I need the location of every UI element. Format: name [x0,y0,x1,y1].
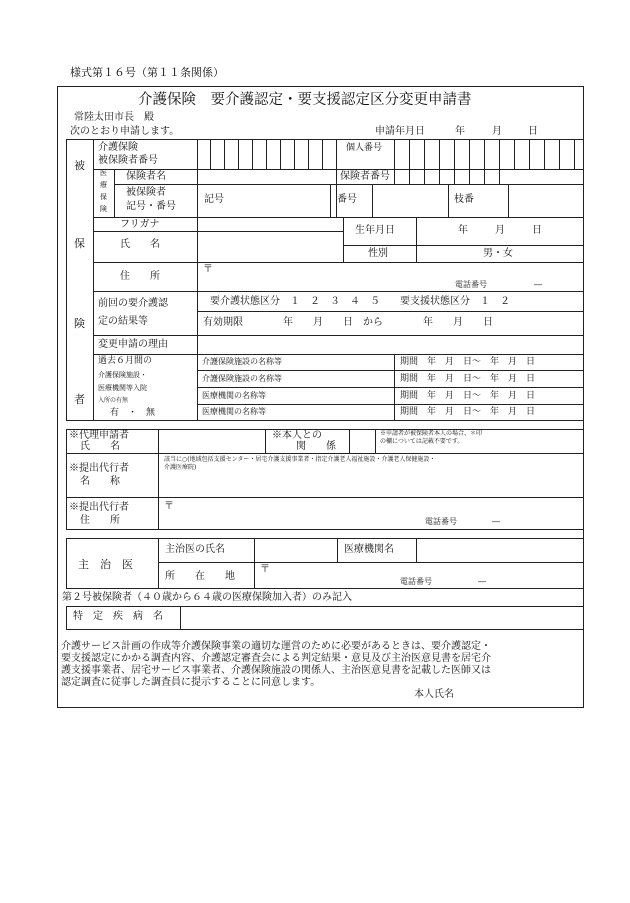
proxy-note-1: ※申請者が被保険者本人の場合、＊印 [380,430,483,437]
insurance-number-label-1: 介護保険 [98,142,138,153]
history-label-4: 入所の有無 [98,397,129,404]
facility-row-name: 介護保険施設の名称等 [202,357,282,366]
facility-row-name: 医療機関の名称等 [202,391,266,400]
insured-section-label-1: 被 [74,159,85,172]
disease-label: 特 定 疾 病 名 [73,611,163,622]
branch-label: 枝番 [454,194,474,205]
consent-line: 要支援認定にかかる調査内容、介護認定審査会による判定結果・意見及び主治医意見書を居宅介 [61,653,491,664]
doctor-postal-mark: 〒 [260,564,270,575]
sex-label: 性別 [368,248,388,259]
birth-year: 年 [458,225,468,236]
doctor-phone-label: 電話番号 [400,577,432,586]
address-label: 住 所 [120,271,160,282]
consent-line: 護支援事業者、居宅サービス事業者、介護保険施設の関係人、主治医意見書を記載した医師又は [61,665,491,676]
consent-line: 認定調査に従事した調査員に提示することに同意します。 [61,677,321,688]
proxy-note-2: の欄については記載不要です。 [380,438,464,445]
insurer-number-label: 保険者番号 [340,171,390,182]
application-date-year: 年 [455,126,465,137]
medical-label-2: 療 [100,181,107,189]
submitter-name-label-2: 名 称 [80,476,120,487]
doctor-phone-dash: ― [478,577,486,586]
proxy-name-label-1: ※代理申請者 [69,430,129,441]
proxy-name-label-2: 氏 名 [80,441,120,452]
birthdate-label: 生年月日 [355,225,395,236]
insured-code-label-2: 記号・番号 [126,201,176,212]
application-date-label: 申請年月日 [375,126,425,137]
insured-code-label-1: 被保険者 [126,187,166,198]
insured-section-label-4: 者 [74,393,85,406]
address-phone-dash: ― [534,280,542,289]
furigana-label: フリガナ [120,219,160,230]
facility-row-name: 医療機関の名称等 [202,407,266,416]
medical-label-4: 険 [100,205,107,213]
submitter-address-label-1: ※提出代行者 [69,502,129,513]
doctor-table [66,538,584,589]
facility-row-name: 介護保険施設の名称等 [202,374,282,383]
request-statement: 次のとおり申請します。 [70,126,180,137]
doctor-section-label: 主 治 医 [78,558,133,571]
care-level-text: 要介護状態区分 １ ２ ３ ４ ５ 要支援状態区分 １ ２ [210,296,510,307]
submitter-note-1: 該当に○(地域包括支援センター・居宅介護支援事業者・指定介護老人福祉施設・介護老人保健施設・ [164,456,436,463]
relation-label-2: 関 係 [296,441,336,452]
relation-label-1: ※本人との [272,430,322,441]
application-date-day: 日 [528,126,538,137]
birth-month: 月 [495,225,505,236]
agent-phone-dash: ― [492,517,500,526]
insured-section-label-3: 険 [74,317,85,330]
agent-phone-label: 電話番号 [425,517,457,526]
change-reason-label: 変更申請の理由 [98,339,168,350]
institution-label: 医療機関名 [344,544,394,555]
facility-row-period: 期間 年 月 日～ 年 月 日 [400,391,536,401]
facility-row-period: 期間 年 月 日～ 年 月 日 [400,374,536,384]
personal-number-label: 個人番号 [346,143,383,153]
doctor-name-label: 主治医の氏名 [165,544,225,555]
addressee: 常陸太田市長 殿 [74,112,154,123]
insurer-name-label: 保険者名 [126,171,166,182]
birth-day: 日 [532,225,542,236]
submitter-note-2: 介護医療院) [164,464,197,471]
medical-label-1: 医 [100,169,107,177]
history-label-5: 有 ・ 無 [110,408,156,418]
sex-options: 男・女 [483,248,513,259]
insurance-number-label-2: 被保険者番号 [98,155,158,166]
medical-label-3: 保 [100,193,107,201]
prev-result-label-2: 定の結果等 [98,316,148,327]
form-number: 様式第１６号（第１１条関係） [70,66,224,79]
doctor-address-label: 所 在 地 [165,571,235,582]
submitter-name-label-1: ※提出代行者 [69,463,129,474]
validity-text: 有効期限 年 月 日 から 年 月 日 [203,317,493,328]
consent-line: 介護サービス計画の作成等介護保険事業の適切な運営のために必要があるときは、要介護認定・ [61,641,491,652]
signature-label: 本人氏名 [414,689,454,700]
category2-note: 第２号被保険者（４０歳から６４歳の医療保険加入者）のみ記入 [62,592,352,603]
history-label-2: 介護保険施設・ [98,371,147,379]
symbol-label: 記号 [204,194,224,205]
facility-row-period: 期間 年 月 日～ 年 月 日 [400,357,536,367]
name-label: 氏 名 [120,239,160,250]
address-phone-label: 電話番号 [455,280,487,289]
number-label: 番号 [337,194,357,205]
insured-section-label-2: 保 [74,237,85,250]
agent-postal-mark: 〒 [164,501,174,512]
prev-result-label-1: 前回の要介護認 [98,298,168,309]
application-date-month: 月 [492,126,502,137]
address-postal-mark: 〒 [203,264,213,275]
history-label-3: 医療機関等入院 [98,384,147,392]
facility-row-period: 期間 年 月 日～ 年 月 日 [400,407,536,417]
form-title: 介護保険 要介護認定・要支援認定区分変更申請書 [138,92,472,108]
history-label-1: 過去６月間の [98,356,153,366]
submitter-address-label-2: 住 所 [80,515,120,526]
